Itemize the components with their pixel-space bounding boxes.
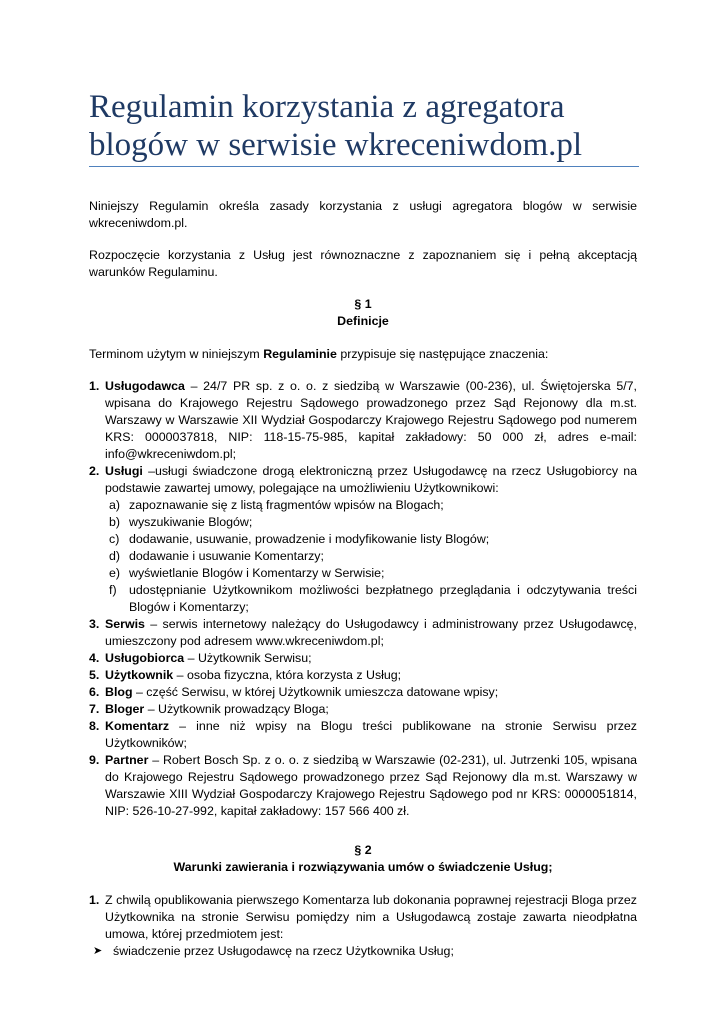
sub-item <box>105 565 637 582</box>
sub-item <box>105 582 637 616</box>
sub-item <box>105 548 637 565</box>
intro-paragraph-2: Rozpoczęcie korzystania z Usług jest równoznaczne z zapoznaniem się i pełną akceptacją warunków Regulaminu. <box>89 248 637 279</box>
section-2-item <box>89 892 637 943</box>
definition-item <box>89 463 637 616</box>
sub-text: zapoznawanie się z listą fragmentów wpisów na Blogach; <box>129 498 444 512</box>
definition-term: Bloger <box>105 702 145 716</box>
sub-letter: b) <box>109 515 121 529</box>
item-number: 4. <box>89 651 100 665</box>
definition-item <box>89 752 637 820</box>
definition-text: – 24/7 PR sp. z o. o. z siedzibą w Warszawie (00-236), ul. Świętojerska 5/7, wpisana do Krajowego Rejestru Sądowego prowadzonego przez Sąd Rejonowy dla m.st. Warszawy w Warszawie XII Wydział Gospodarczy Krajowego Rejestru Sądowego pod numerem KRS: 0000037818, NIP: 118-15-75-985, kapitał zakładowy: 50 000 zł, adres e-mail: info@wkreceniwdom.pl; <box>105 379 637 461</box>
sub-text: wyszukiwanie Blogów; <box>129 515 253 529</box>
document-body <box>89 198 637 960</box>
sub-letter: a) <box>109 498 121 512</box>
section-2-title: Warunki zawierania i rozwiązywania umów o świadczenie Usług; <box>173 860 553 874</box>
item-number: 6. <box>89 685 100 699</box>
sub-text: udostępnianie Użytkownikom możliwości bezpłatnego przeglądania i odczytywania treści Blogów i Komentarzy; <box>129 583 637 614</box>
definition-term: Partner <box>105 753 149 767</box>
item-number: 5. <box>89 668 100 682</box>
definitions-lead <box>89 346 637 363</box>
item-number: 9. <box>89 753 100 767</box>
sub-letter: e) <box>109 566 121 580</box>
arrow-bullet-icon: ➤ <box>93 945 103 957</box>
definition-term: Użytkownik <box>105 668 174 682</box>
sub-text: wyświetlanie Blogów i Komentarzy w Serwisie; <box>129 566 385 580</box>
item-number: 2. <box>89 464 100 478</box>
definition-text: –usługi świadczone drogą elektroniczną przez Usługodawcę na rzecz Usługobiorcy na podstawie zawartej umowy, polegające na umożliwieniu Użytkownikowi: <box>105 464 637 495</box>
section-2-list <box>89 892 637 943</box>
item-number: 3. <box>89 617 100 631</box>
definition-item <box>89 701 637 718</box>
definition-term: Usługobiorca <box>105 651 185 665</box>
definitions-list <box>89 378 637 820</box>
item-number: 1. <box>89 379 100 393</box>
item-number: 8. <box>89 719 100 733</box>
definition-term: Usługi <box>105 464 143 478</box>
definition-text: – Użytkownik Serwisu; <box>184 651 312 665</box>
definition-term: Blog <box>105 685 133 699</box>
sub-letter: c) <box>109 532 120 546</box>
arrow-item-text: świadczenie przez Usługodawcę na rzecz Użytkownika Usług; <box>113 944 454 958</box>
section-2-mark: § 2 <box>354 843 372 857</box>
sub-item <box>105 497 637 514</box>
definition-text: – osoba fizyczna, która korzysta z Usług; <box>173 668 402 682</box>
lead-text-end: przypisuje się następujące znaczenia: <box>336 347 549 361</box>
definition-text: – serwis internetowy należący do Usługodawcy i administrowany przez Usługodawcę, umieszczony pod adresem www.wkreceniwdom.pl; <box>105 617 637 648</box>
definition-term: Komentarz <box>105 719 170 733</box>
sub-item <box>105 531 637 548</box>
sub-letter: f) <box>109 583 117 597</box>
arrow-list-item <box>89 943 637 960</box>
section-2-item-text: Z chwilą opublikowania pierwszego Komentarza lub dokonania poprawnej rejestracji Bloga przez Użytkownika na stronie Serwisu pomiędzy nim a Usługodawcą zostaje zawarta nieodpłatna umowa, której przedmiotem jest: <box>105 893 637 941</box>
definition-term: Serwis <box>105 617 145 631</box>
section-1-title: Definicje <box>337 314 389 328</box>
section-1-mark: § 1 <box>354 297 372 311</box>
definition-term: Usługodawca <box>105 379 185 393</box>
sub-letter: d) <box>109 549 121 563</box>
definition-item <box>89 378 637 463</box>
definition-item <box>89 718 637 752</box>
definition-text: – część Serwisu, w której Użytkownik umieszcza datowane wpisy; <box>132 685 499 699</box>
definition-text: – Robert Bosch Sp. z o. o. z siedzibą w Warszawie (02-231), ul. Jutrzenki 105, wpisana do Krajowego Rejestru Sądowego prowadzonego przez Sąd Rejonowy dla m.st. Warszawy w Warszawie XIII Wydział Gospodarczy Krajowego Rejestru Sądowego pod nr KRS: 0000051814, NIP: 526-10-27-992, kapitał zakładowy: 157 566 400 zł. <box>105 753 637 818</box>
section-2-heading <box>89 842 637 876</box>
sub-item <box>105 514 637 531</box>
intro-paragraph-1: Niniejszy Regulamin określa zasady korzystania z usługi agregatora blogów w serwisie wkreceniwdom.pl. <box>89 199 637 230</box>
title-divider <box>89 166 639 167</box>
definition-item <box>89 684 637 701</box>
lead-text: Terminom użytym w niniejszym <box>89 347 264 361</box>
section-1-heading <box>89 296 637 330</box>
definition-item <box>89 616 637 650</box>
sub-text: dodawanie i usuwanie Komentarzy; <box>129 549 324 563</box>
item-number: 7. <box>89 702 100 716</box>
document-title: Regulamin korzystania z agregatora blogów w serwisie wkreceniwdom.pl <box>89 89 583 163</box>
sub-text: dodawanie, usuwanie, prowadzenie i modyfikowanie listy Blogów; <box>129 532 490 546</box>
services-sublist <box>105 497 637 616</box>
definition-text: – inne niż wpisy na Blogu treści publikowane na stronie Serwisu przez Użytkowników; <box>105 719 637 750</box>
item-number: 1. <box>89 893 100 907</box>
definition-item <box>89 650 637 667</box>
definition-item <box>89 667 637 684</box>
definition-text: – Użytkownik prowadzący Bloga; <box>144 702 329 716</box>
lead-bold: Regulaminie <box>263 347 337 361</box>
